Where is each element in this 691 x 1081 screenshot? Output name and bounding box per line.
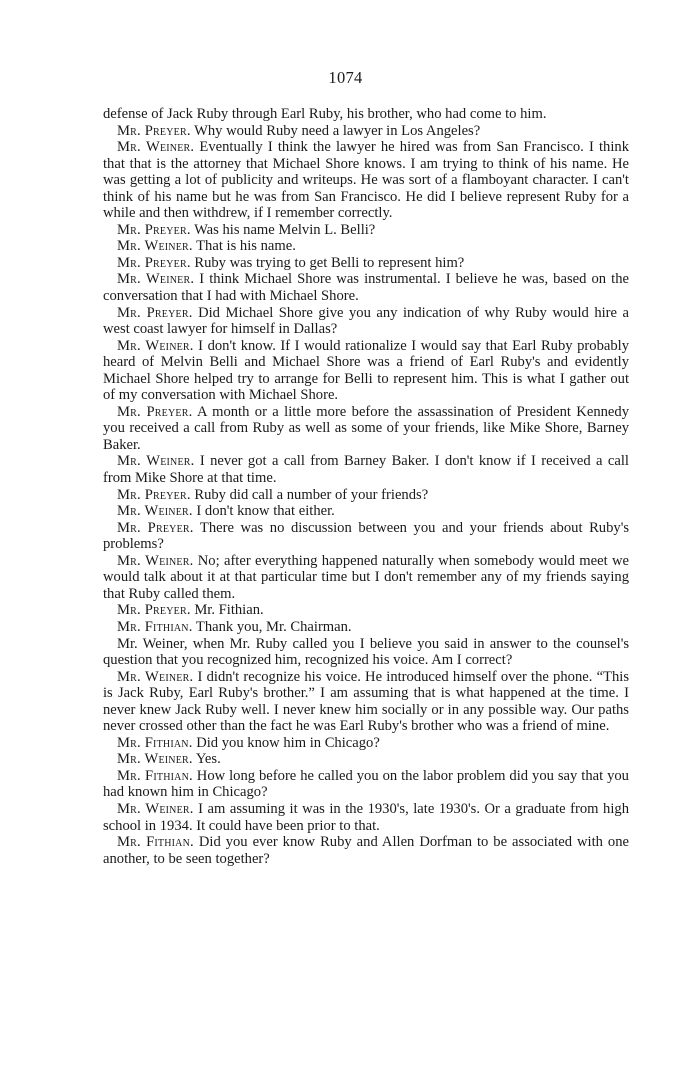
transcript-paragraph	[103, 619, 629, 636]
transcript-paragraph	[103, 305, 629, 338]
speaker-label: Mr. Weiner.	[117, 751, 193, 768]
paragraph-text: Why would Ruby need a lawyer in Los Angeles?	[190, 122, 481, 139]
transcript-body	[103, 106, 629, 867]
paragraph-text: Yes.	[192, 751, 221, 768]
paragraph-text: I don't know that either.	[192, 503, 335, 520]
paragraph-text: No; after everything happened naturally when somebody would meet we would talk about it at that particular time but I don't remember any of my friends saying that Ruby called them.	[103, 552, 629, 602]
transcript-paragraph	[103, 768, 629, 801]
speaker-label: Mr. Fithian.	[117, 834, 194, 851]
transcript-paragraph	[103, 602, 629, 619]
transcript-paragraph	[103, 404, 629, 454]
speaker-label: Mr. Weiner.	[117, 238, 193, 255]
transcript-paragraph	[103, 751, 629, 768]
speaker-label: Mr. Fithian.	[117, 734, 193, 751]
speaker-label: Mr. Weiner.	[117, 552, 194, 569]
transcript-paragraph	[103, 453, 629, 486]
paragraph-text: Did Michael Shore give you any indication of why Ruby would hire a west coast lawyer for himself in Dallas?	[103, 304, 630, 338]
speaker-label: Mr. Preyer.	[117, 304, 193, 321]
paragraph-text: I didn't recognize his voice. He introduced himself over the phone. “This is Jack Ruby, Earl Ruby's brother.” I am assuming that is what happened at the time. I never knew Jack Ruby well. I never knew him socially or in any possible way. Our paths never crossed other than the fact he was Earl Ruby's brother who was a friend of mine.	[103, 668, 629, 735]
paragraph-text: Ruby was trying to get Belli to represent him?	[190, 254, 465, 271]
speaker-label: Mr. Weiner.	[117, 503, 193, 520]
paragraph-text: How long before he called you on the labor problem did you say that you had known him in Chicago?	[103, 767, 629, 801]
paragraph-text: I am assuming it was in the 1930's, late 1930's. Or a graduate from high school in 1934. It could have been prior to that.	[103, 800, 629, 834]
speaker-label: Mr. Fithian.	[117, 618, 193, 635]
paragraph-text: Did you know him in Chicago?	[192, 734, 380, 751]
speaker-label: Mr. Weiner.	[117, 271, 195, 288]
paragraph-text: That is his name.	[192, 238, 296, 255]
transcript-paragraph	[103, 487, 629, 504]
speaker-label: Mr. Preyer.	[117, 519, 194, 536]
paragraph-text: Mr. Weiner, when Mr. Ruby called you I believe you said in answer to the counsel's question that you recognized him, recognized his voice. Am I correct?	[103, 635, 629, 669]
paragraph-text: Thank you, Mr. Chairman.	[192, 618, 352, 635]
speaker-label: Mr. Weiner.	[117, 800, 194, 817]
transcript-paragraph	[103, 735, 629, 752]
speaker-label: Mr. Weiner.	[117, 139, 195, 156]
paragraph-text: Ruby did call a number of your friends?	[190, 486, 429, 503]
transcript-paragraph	[103, 255, 629, 272]
transcript-paragraph	[103, 834, 629, 867]
page-number: 1074	[328, 68, 363, 87]
paragraph-text: I never got a call from Barney Baker. I don't know if I received a call from Mike Shore at that time.	[103, 453, 629, 487]
transcript-paragraph	[103, 801, 629, 834]
paragraph-text: Mr. Fithian.	[190, 602, 264, 619]
speaker-label: Mr. Fithian.	[117, 767, 193, 784]
transcript-paragraph	[103, 669, 629, 735]
speaker-label: Mr. Preyer.	[117, 254, 191, 271]
paragraph-text: I think Michael Shore was instrumental. I believe he was, based on the conversation that I had with Michael Shore.	[103, 271, 629, 305]
transcript-paragraph	[103, 338, 629, 404]
transcript-paragraph	[103, 106, 629, 123]
speaker-label: Mr. Weiner.	[117, 668, 194, 685]
transcript-paragraph	[103, 123, 629, 140]
paragraph-text: A month or a little more before the assassination of President Kennedy you received a call from Ruby as well as some of your friends, like Mike Shore, Barney Baker.	[103, 403, 629, 453]
paragraph-text: Did you ever know Ruby and Allen Dorfman to be associated with one another, to be seen together?	[103, 834, 629, 867]
paragraph-text: I don't know. If I would rationalize I would say that Earl Ruby probably heard of Melvin Belli and Michael Shore was a friend of Earl Ruby's and evidently Michael Shore helped try to arrange for Belli to represent him. This is what I gather out of my conversation with Michael Shore.	[103, 337, 629, 404]
speaker-label: Mr. Preyer.	[117, 602, 191, 619]
paragraph-text: There was no discussion between you and your friends about Ruby's problems?	[103, 519, 630, 553]
transcript-paragraph	[103, 271, 629, 304]
transcript-paragraph	[103, 139, 629, 222]
speaker-label: Mr. Weiner.	[117, 337, 194, 354]
speaker-label: Mr. Weiner.	[117, 453, 195, 470]
speaker-label: Mr. Preyer.	[117, 403, 193, 420]
speaker-label: Mr. Preyer.	[117, 122, 191, 139]
transcript-paragraph	[103, 636, 629, 669]
speaker-label: Mr. Preyer.	[117, 221, 191, 238]
paragraph-text: Eventually I think the lawyer he hired was from San Francisco. I think that that is the attorney that Michael Shore knows. I am trying to think of his name. He was getting a lot of publicity and writeups. He was sort of a flamboyant character. I can't think of his name but he was from San Francisco. He did I believe represent Ruby for a while and then withdrew, if I remember correctly.	[103, 139, 629, 222]
transcript-paragraph	[103, 520, 629, 553]
paragraph-text: defense of Jack Ruby through Earl Ruby, his brother, who had come to him.	[103, 106, 547, 122]
transcript-paragraph	[103, 503, 629, 520]
paragraph-text: Was his name Melvin L. Belli?	[190, 221, 376, 238]
transcript-paragraph	[103, 238, 629, 255]
transcript-paragraph	[103, 553, 629, 603]
transcript-paragraph	[103, 222, 629, 239]
speaker-label: Mr. Preyer.	[117, 486, 191, 503]
